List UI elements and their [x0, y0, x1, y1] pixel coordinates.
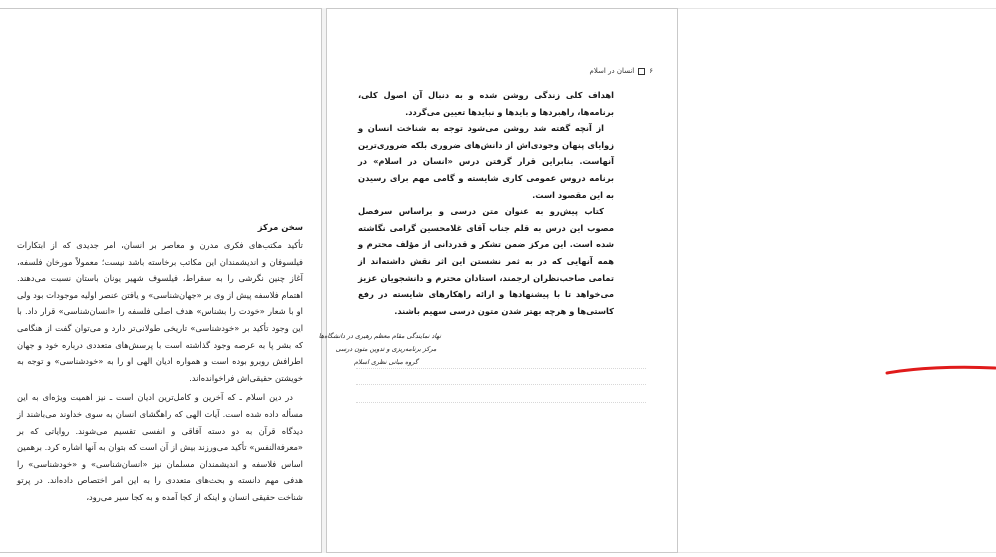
- header-square-icon: [638, 68, 645, 75]
- left-page: [0, 8, 322, 553]
- signature-line-3: گروه مبانی نظری اسلام: [354, 358, 418, 366]
- red-ink-stroke-path: [887, 367, 995, 373]
- right-paragraph-3: کتاب پیش‌رو به عنوان متن درسی و براساس سرفصل مصوب این درس به قلم جناب آقای غلامحسین گرامی نگاشته شده است. این مرکز ضمن تشکر و قدردانی از مؤلف محترم و همه آنهایی که در به ثمر نشستن این اثر نقش داشته‌اند از تمامی صاحب‌نظران ارجمند، استادان محترم و دانشجویان عزیز می‌خواهد تا با پیشنهادها و ارائه راهکارهای شایسته در رفع کاستی‌ها و هرچه بهتر شدن متون درسی سهیم باشند.: [358, 206, 614, 316]
- left-paragraph-1: تأکید مکتب‌های فکری مدرن و معاصر بر انسان، امر جدیدی که از ابتکارات فیلسوفان و اندیشمندان این مکاتب برخاسته باشد نیست؛ معمولاً مورخان فلسفه، آغاز چنین نگرشی را به سقراط، فیلسوف شهیر یونان باستان نسبت می‌دهند. اهتمام فلاسفه پیش از وی بر «جهان‌شناسی» و یافتن عنصر اولیه موجودات بود ولی او با شعار «خودت را بشناس» هدف اصلی فلسفه را «انسان‌شناسی» قرار داد. با این وجود تأکید بر «خودشناسی» تاریخی طولانی‌تر دارد و می‌توان گفت از هنگامی که بشر پا به عرصه وجود گذاشته است با پرسش‌های متعددی درباره خود و جهان اطرافش روبرو بوده است و همواره ادیان الهی او را به «خودشناسی» و توجه به خویشتن حقیقی‌اش فراخوانده‌اند.: [17, 240, 303, 383]
- bleed-through-line: [356, 384, 646, 386]
- right-paragraph-1: اهداف کلی زندگی روشن شده و به دنبال آن اصول کلی، برنامه‌ها، راهبردها و بایدها و نبایدها تعیین می‌گردد.: [358, 90, 614, 117]
- page-number: ۶: [649, 67, 653, 75]
- red-ink-stroke: [885, 362, 996, 376]
- left-page-body: [17, 237, 303, 506]
- running-header-title: انسان در اسلام: [589, 67, 635, 75]
- signature-line-1: نهاد نمایندگی مقام معظم رهبری در دانشگاه‌ها: [318, 332, 441, 340]
- section-heading: سخن مرکز: [257, 222, 303, 232]
- right-page-body: [358, 87, 614, 319]
- signature-block: [318, 330, 441, 369]
- signature-line-2: مرکز برنامه‌ریزی و تدوین متون درسی: [335, 345, 437, 353]
- right-page: [318, 8, 678, 553]
- right-paragraph-2: از آنچه گفته شد روشن می‌شود توجه به شناخت انسان و زوایای پنهان وجودی‌اش از دانش‌های ضروری بلکه ضروری‌ترین آنهاست. بنابراین قرار گرفتن درس «انسان در اسلام» در برنامه دروس عمومی کاری شایسته و گامی مهم برای رسیدن به این مقصود است.: [358, 123, 614, 200]
- bleed-through-line: [356, 402, 646, 404]
- running-header: [590, 67, 653, 75]
- viewer-bottom-rule: [678, 552, 996, 553]
- bleed-through-line: [356, 368, 646, 370]
- left-paragraph-2: در دین اسلام ـ که آخرین و کامل‌ترین ادیان است ـ نیز اهمیت ویژه‌ای به این مسأله داده شده است. آیات الهی که راهگشای انسان به سوی خداوند می‌باشند از دیدگاه قرآن به دو دسته آفاقی و انفسی تقسیم می‌شوند. روایاتی که بر «معرفة‌النفس» تأکید می‌ورزند بیش از آن است که بتوان به آنها اشاره کرد. برهمین اساس فلاسفه و اندیشمندان مسلمان نیز «انسان‌شناسی» و «خودشناسی» را هدفی مهم دانسته و بحث‌های متعددی را به این امر اختصاص داده‌اند. در پرتو شناخت حقیقی انسان و اینکه از کجا آمده و به کجا سیر می‌رود،: [17, 392, 303, 502]
- viewer-top-rule: [678, 8, 996, 9]
